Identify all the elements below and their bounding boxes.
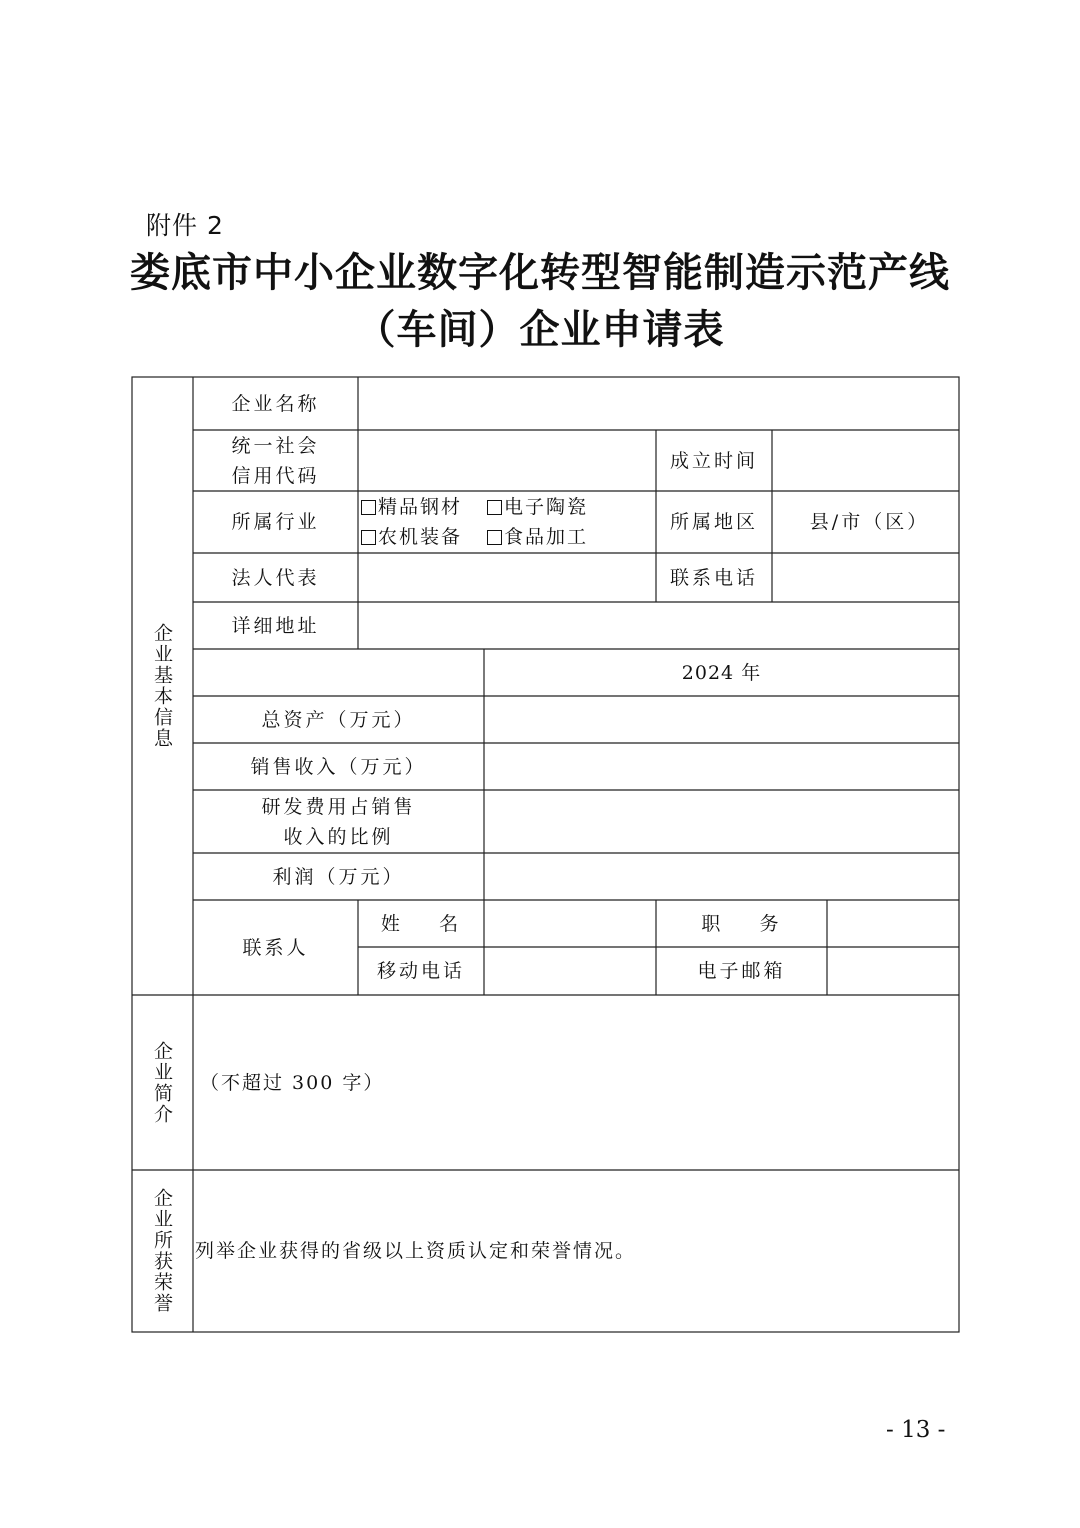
label-contact-name: 姓 名 [380,912,462,935]
section-honors: 企业所获荣誉 [151,1188,173,1314]
label-rd-ratio [193,790,484,853]
industry-option[interactable]: 农机装备 [361,522,487,552]
section-company-profile: 企业简介 [151,1040,173,1125]
attachment-label: 附件 2 [146,211,224,240]
checkbox-icon[interactable] [487,500,502,515]
label-address: 详细地址 [231,614,320,637]
legal-rep-field[interactable] [358,553,656,602]
form-title-line-1: 娄底市中小企业数字化转型智能制造示范产线 [130,250,950,296]
label-contact-email: 电子邮箱 [697,960,786,982]
checkbox-icon[interactable] [487,530,502,545]
credit-code-field[interactable] [358,430,656,491]
contact-email-field[interactable] [827,947,959,995]
label-credit-code-line-1: 统一社会 [231,434,320,457]
checkbox-icon[interactable] [361,530,376,545]
year-header: 2024 年 [681,661,762,684]
label-company-name: 企业名称 [231,392,320,415]
company-profile-field[interactable]: （不超过 300 字） [200,1071,385,1094]
rd-ratio-field[interactable] [484,790,959,853]
label-credit-code-line-2: 信用代码 [231,464,320,487]
contact-name-field[interactable] [484,900,656,947]
industry-option[interactable]: 食品加工 [487,522,588,552]
total-assets-field[interactable] [484,696,959,743]
industry-options [361,492,655,552]
label-credit-code [193,430,358,491]
industry-option[interactable]: 电子陶瓷 [487,492,588,522]
label-rd-ratio-line-2: 收入的比例 [283,825,394,848]
label-phone: 联系电话 [669,566,758,589]
phone-field[interactable] [772,553,959,602]
contact-mobile-field[interactable] [484,947,656,995]
profit-field[interactable] [484,853,959,900]
label-industry: 所属行业 [231,511,320,533]
industry-option[interactable]: 精品钢材 [361,492,487,522]
label-contact: 联系人 [242,936,309,959]
label-established: 成立时间 [669,449,758,472]
section-basic-info: 企业基本信息 [151,623,173,749]
honors-field[interactable]: 列举企业获得的省级以上资质认定和荣誉情况。 [195,1240,637,1262]
company-name-field[interactable] [358,377,959,430]
sales-revenue-field[interactable] [484,743,959,790]
established-field[interactable] [772,430,959,491]
region-field[interactable]: 县/市（区） [809,511,930,533]
page-number: - 13 - [886,1417,946,1443]
label-profit: 利润（万元） [272,865,405,888]
label-rd-ratio-line-1: 研发费用占销售 [261,795,416,818]
label-legal-rep: 法人代表 [231,566,320,589]
label-total-assets: 总资产（万元） [261,708,416,731]
label-contact-mobile: 移动电话 [376,960,465,982]
label-region: 所属地区 [669,511,758,533]
form-title-line-2: （车间）企业申请表 [355,307,725,353]
contact-position-field[interactable] [827,900,959,947]
label-sales-revenue: 销售收入（万元） [250,755,427,778]
checkbox-icon[interactable] [361,500,376,515]
label-contact-position: 职 务 [701,912,782,935]
address-field[interactable] [358,602,959,649]
